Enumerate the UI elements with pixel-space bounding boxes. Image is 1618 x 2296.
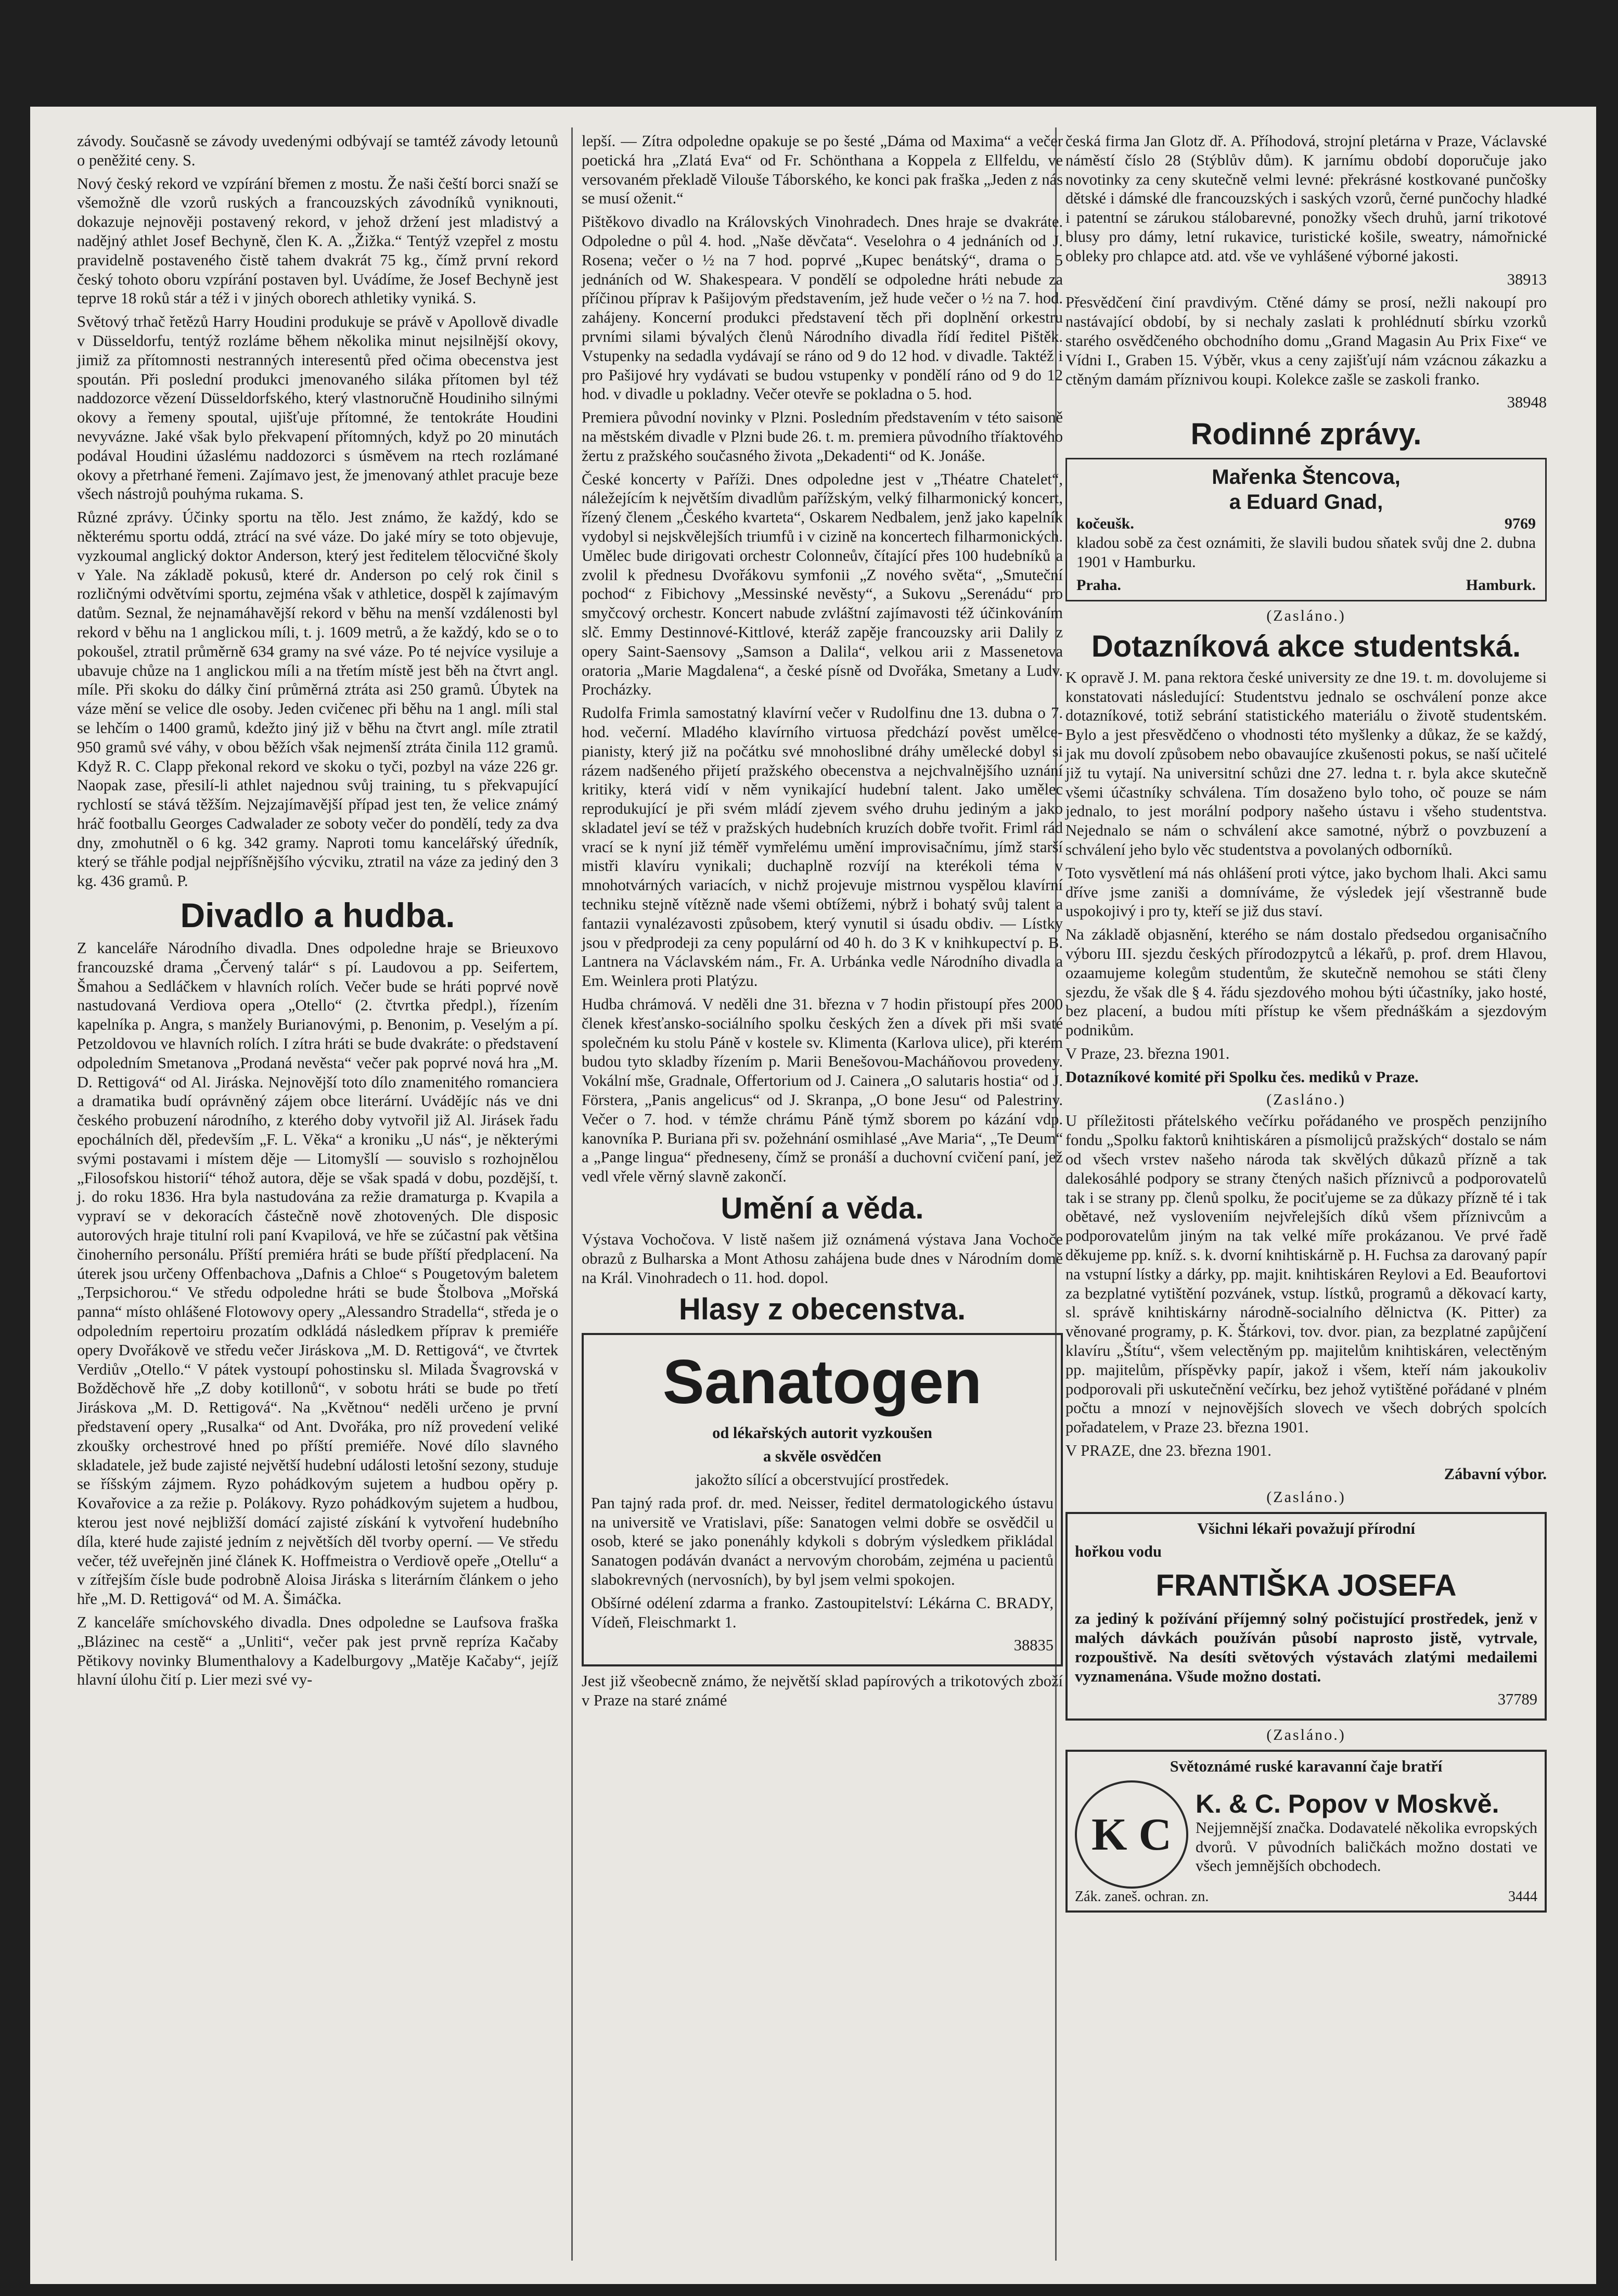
paragraph: Přesvědčení činí pravdivým. Ctěné dámy se prosí, nežli nakoupí pro nastávající období, by si nechaly zaslati k prohlédnutí sbírku vzorků starého osvědčeného obchodního domu „Grand Magasin Au Prix Fixe“ ve Vídni I., Graben 15. Výběr, vkus a ceny zajišťují nám vzácnou zákazku a ctěným damám příznivou koupi. Kolekce zašle se zaskoli franko. [1065,293,1547,388]
zaslano-label: (Zasláno.) [1266,1726,1346,1744]
paragraph: Rudolfa Frimla samostatný klavírní večer v Rudolfinu dne 13. dubna o 7. hod. večerní. Mladého klavírního virtuosa předchází pověst umělce-pianisty, který již na počátku své mnohoslibné dráhy umělecké dobyl si rázem nadšeného přijetí pražského obecenstva a nejchvalnějšího uznání kritiky, která vidí v něm vynikající hudební talent. Jako umělec reprodukující je při svém mládí zjevem svého druhu jediným a jako skladatel jeví se též v pražských hudebních kruzích dobře tvořit. Friml rád vrací se k nyní již téměř vymřelému umění improvisačnímu, jímž starší mistři klavíru vynikali; duchaplně rozvíjí na kterékoli téma v mnohotvárných variacích, v nichž projevuje mistrnou vyspělou klavírní techniku stejně vítězně nade všemi obtížemi, nýbrž i bohatý svůj talent a fantazii vynalézavosti způsobem, který vynutil si úsadu obdiv. — Lístky jsou v předprodeji za ceny populární od 40 h. do 3 K v knihkupectví p. B. Lantnera na Václavském nám., Fr. A. Urbánka vedle Národního divadla a Em. Weinlera proti Platýzu. [582,704,1063,990]
ad-text: Nejjemnější značka. Dodavatelé několika evropských dvorů. V původních baličkách možno dostati ve všech jemnějších obchodech. [1196,1818,1537,1875]
announcement-text: kladou sobě za čest oznámiti, že slavili budou sňatek svůj dne 2. dubna 1901 v Hamburku. [1076,534,1536,571]
paragraph: Pištěkovo divadlo na Královských Vinohradech. Dnes hraje se dvakráte. Odpoledne o půl 4. hod. „Naše děvčata“. Veselohra o 4 jednáních od J. Rosena; večer o ½ na 7 hod. poprvé „Kupec benátský“, drama o 5 jednáních od W. Shakespeara. V pondělí se odpoledne hráti nebude za příčinou příprav k Pašijovým představením, jež hude večer o ½ na 7. hod. zahájeny. Koncerní produkci představení těch při doplnění orkestru prvními silami bývalých členů Národního divadla řídí ředitel Pištěk. Vstupenky na sedadla vydávají se ráno od 9 do 12 hod. v divadle. Taktéž i pro Pašijové hry vydávati se budou vstupenky v pondělí ráno od 9 do 12 hod. v divadle u pokladny. Večer otevře se pokladna o 5. hod. [582,213,1063,403]
paragraph: Různé zprávy. Účinky sportu na tělo. Jest známo, že každý, kdo se některému sportu oddá, ztrácí na své váze. Do jaké míry se toto objevuje, vyzkoumal anglický doktor Anderson, který jest ředitelem tělocvičné školy v Yale. Na základě pokusů, které dr. Anderson po celý rok činil s rozličnými odvětvími sportu, zejména však v athletice, dospěl k zajímavým datům. Seznal, že nejnamáhavější rekord v běhu na menší vzdálenosti byl rekord v běhu na 1 anglickou míli, t. j. 1609 metrů, a že každý, kdo se o to pokoušel, ztratil průměrně 634 gramy na své váze. Po té nejvíce vysiluje a ubavuje chůze na 1 anglickou míli a na třetím místě jest běh na čtvrt angl. míle. Při skoku do dálky činí průměrná ztráta asi 250 gramů. Úbytek na váze mění se velice dle osoby. Jeden cvičenec při běhu na 1 angl. míli stal se lehčím o 1400 gramů, kdežto jiný již v běhu na čtvrt angl. míle ztratil 950 gramů své váhy, v obou běžích však nejmenší ztráta činila 112 gramů. Když R. C. Clapp překonal rekord ve skoku o tyči, pozbyl na váze 226 gr. Naopak zase, přesilí-li athlet najednou svůj training, tu s překvapující rychlostí se stává těžším. Nejzajímavější případ jest ten, že velice známý hráč footballu Georges Cadwalader ze soboty večer do pondělí, tedy za dva dny, zmohutněl o 6 kg. 342 gramy. Naproti tomu kancelářský úředník, který se třáhle podjal nejpříšnějšího výcviku, ztratil na váze za jediný den 3 kg. 436 gramů. P. [77,508,558,890]
paragraph: Premiera původní novinky v Plzni. Posledním představením v této saisoně na městském divadle v Plzni bude 26. t. m. premiera původního tříaktového žertu z pražského současného života „Dekadenti“ od K. Jonáše. [582,408,1063,465]
newspaper-page [30,107,1596,2284]
paragraph: Z kanceláře smíchovského divadla. Dnes odpoledne se Laufsova fraška „Blázinec na cestě“ a „Unliti“, večer pak jest prvně repríza Kačaby Pětikovy novinky Blumenthalovy a Kadelburgovy „Matěje Kačaby“, jejíž hlavní úlohu čití p. Lier mezi své vy- [77,1613,558,1689]
ad-brand: Sanatogen [662,1347,982,1417]
ad-number: 38913 [1507,270,1547,288]
ad-number: 38948 [1507,393,1547,412]
paragraph: Z kanceláře Národního divadla. Dnes odpoledne hraje se Brieuxovo francouzské drama „Červený talár“ s pí. Laudovou a pp. Seifertem, Šmahou a Sedláčkem v hlavních rolích. Večer bude se hráti poprvé nově nastudovaná Verdiova opera „Otello“ (2. čtvrtka předpl.), řízením kapelníka p. Angra, s manžely Burianovými, p. Benonim, p. Veselým a pí. Petzoldovou ve hlavních rolích. I zítra hráti se bude dvakráte: o představení odpoledním Smetanova „Prodaná nevěsta“ večer pak poprvé nová hra „M. D. Rettigová“ od Al. Jiráska. Nejnovější toto dílo znamenitého romanciera a dramatika budí oprávněný zájem obce literární. Uvádějíc nás ve dni českého probuzení národního, z kterého doby vytvořil již Al. Jirásek řadu epochálních děl, především „F. L. Věka“ a kroniku „U nás“, je některými svými postavami i místem děje — Litomyšlí — souvislo s rozhojnělou „Filosofskou historií“ téhož autora, děje se však spadá v dobu, pozdější, t. j. do roku 1836. Hra byla nastudována za režie dramaturga p. Kvapila a vypraví se v dekoracích částečně nově zhotovených. Dle disposic autorových hraje titulní roli paní Kvapilová, ve hře se zúčastní pak většina činoherního personálu. Příští premiéra hráti se bude příští předplacení. Na úterek jsou určeny Offenbachova „Dafnis a Chloe“ s Pougetovým baletem „Terpsichorou.“ Ve středu odpoledne hráti se bude Štolbova „Mořská panna“ místo ohlášené Flotowovy opery „Alessandro Stradella“, středa je o odpoledním repertoiru prozatím odkládá následkem příprav k premiéře opery Dvořákově ve středu večer Jiráskova „M. D. Rettigová“, ve čtvrtek Verdiův „Otello.“ V pátek vystoupí pohostinsku sl. Milada Švagrovská v Božděchově hře „Z doby kotillonů“, v sobotu hráti se bude po třetí Jiráskova „M. D. Rettigová“. Na „Květnou“ neděli určeno je první představení opery „Rusalka“ od Ant. Dvořáka, pro níž provedení veliké zkoušky orchestrové hned po příští premiéře. Nové dílo slavného skladatele, jež bude zajisté největší hudební události letošní sezony, studuje se říšským zájmem. Ryzo pohádkovým sujetem a hudbou opěry p. Kovařovice a za režie p. Polákovy. Ryzo pohádkovým sujetem a hudbou, kterou jest nové nejbližší domácí zajisté získání k vytvoření hudebního díla, které hude zajisté jedním z největších děl tvorby operní. — Ve středu večer, též uveřejněn jiné článek K. Hoffmeistra o Verdiově opeře „Otellu“ a v zítřejším čísle bude podrobně Aloisa Jiráska s literárním článkem o jeho hře „M. D. Rettigová“ od M. A. Šimáčka. [77,939,558,1608]
paragraph: česká firma Jan Glotz dř. A. Příhodová, strojní pletárna v Praze, Václavské náměstí číslo 28 (Stýblův dům). K jarnímu období doporučuje jako novotinky za ceny skutečně velmi levné: překrásné kostkované punčošky dětské i dámské dle francouzských i saských vzorů, černé punčochy hladké i patentní se zárukou stálobarevné, ponožky všech druhů, jarní trikotové blusy pro dámy, letní rukavice, turistické košile, sweatry, námořnické obleky pro chlapce atd. atd. vše ve vyhlášené výborné jakosti. [1065,132,1547,265]
ad-subtitle: jakožto sílící a obcerstvující prostředek. [695,1471,949,1489]
paragraph: Výstava Vochočova. V listě našem již oznámená výstava Jana Vochoče obrazů z Bulharska a Mont Athosu zahájena bude dnes v Národním domě na Král. Vinohradech o 11. hod. dopol. [582,1230,1063,1287]
kc-logo-icon: K C [1075,1780,1188,1889]
city: Praha. [1076,576,1121,594]
paragraph: Světový trhač řetězů Harry Houdini produkuje se právě v Apollově divadle v Düsseldorfu, tentýž rozláme během několika minut nejsilnější okovy, jimiž za přítomnosti nestranných interesentů před očima obecenstva jest spoután. Při poslední produkci jmenovaného siláka přítomen byl též naddozorce vězení Düsseldorfského, který vlastnoručně Houdiniho silnými okovy a řemeny spoutal, ujišťuje přítomné, že tentokráte Houdini nevyvázne. Jaké však bylo překvapení přítomných, když po 20 minutách podával Houdini úžaslému naddozorci s úsměvem na rtech rozlámané okovy a přetrhané řemeni. Zajímavo jest, že jmenovaný athlet pracuje beze všech nástrojů pouhýma rukama. S. [77,313,558,503]
section-heading: Rodinné zprávy. [1190,417,1422,452]
family-announcement [1065,458,1547,601]
zaslano-label: (Zasláno.) [1266,1488,1346,1506]
section-heading: Hlasy z obecenstva. [678,1292,966,1327]
column-left [77,132,558,1694]
popov-tea-ad [1065,1750,1547,1913]
ad-number: 3444 [1508,1889,1537,1905]
section-heading: Divadlo a hudba. [180,896,455,935]
paragraph: Hudba chrámová. V neděli dne 31. března v 7 hodin přistoupí přes 2000 členek křesťansko-sociálního spolku českých žen a dívek při mši svaté společném ku stolu Páně v kostele sv. Klimenta (Karlova ulice), při kterém budou tyto skladby řízením p. Marii Benešovou-Macháňovou provedeny. Vokální mše, Gradnale, Offertorium od J. Cainera „O salutaris hostia“ od J. Förstera, „Panis angelicus“ od J. Skranpa, „O bone Jesu“ od Palestriny. Večer o 7. hod. v témže chrámu Páně týmž sborem po kázání vdp. kanovníka P. Buriana při sv. požehnání osmihlasé „Ave Maria“, „Te Deum“ a „Pange lingua“ předneseny, čímž se pronáší a duchovní cvičení paní, jež vedl vřele věrný slavně zakončí. [582,995,1063,1186]
subtitle: kočeušk. [1076,515,1134,533]
paragraph: Toto vysvětlení má nás ohlášení proti výtce, jako bychom lhali. Akci samu dříve jsme zaniši a domníváme, že výsledek její všestranně bude uspokojivý i pro ty, kteří se již dus staví. [1065,864,1547,920]
sanatogen-ad [582,1333,1063,1666]
ad-footer: Zák. zaneš. ochran. zn. [1075,1889,1209,1905]
section-heading: Dotazníková akce studentská. [1091,629,1521,663]
city: Hamburk. [1466,576,1536,594]
ad-number: 37789 [1497,1690,1537,1709]
ad-line: Všichni lékaři považují přírodní [1197,1519,1415,1537]
ad-line: Světoznámé ruské karavanní čaje bratří [1170,1758,1443,1776]
paragraph: U příležitosti přátelského večírku pořádaného ve prospěch penzijního fondu „Spolku faktorů knihtiskáren a písmolijců pražských“ dostalo se nám od všech vrstev našeho národa tak skvělých důkazů přízně a tak dalekosáhlé podpory se strany čtených našich příznivců a podporovatelů tak i se strany pp. členů spolku, že pociťujeme se za důkazy přízně té i tak obětavé, než vysloveniím nejvřelejších díků všem příznivcům a podporovatelům jiným na tak velké míře prokázanou. Ve prvé řadě děkujeme pp. kníž. s. k. dvorní knihtiskárně p. H. Fuchsa za darovaný papír na vstupní lístky a dárky, pp. majit. knihtiskáren Reylovi a Ed. Beaufortovi za bezplatné vytištění pozvánek, vstup. lístků, programů a děkovací karty, sl. správě knihtiskárny národně-socialního dělnictva (K. Pitter) za věnované programy, p. K. Štárkovi, tov. dvor. pian, za bezplatné zapůjčení klavíru „Štítu“, všem velectěným pp. majitelům knihtiskáren, velectěným pp. majitelům, příspěvky papír, jakož i všem, kteří nám jakoukoliv podporovali při uskutečnění večírku, bez jehož vytištěné pořádané v plném počtu a mnozí v nejnovějších slovech ve všech dobrých spolcích pořadatelem, v Praze 23. března 1901. [1065,1112,1547,1436]
ad-number: 38835 [1013,1636,1054,1654]
ad-text: za jediný k požívání příjemný solný počistující prostředek, jenž v malých dávkách používán působí naprosto jistě, vytrvale, rozpouštivě. Na desíti světových výstavách zlatými medailemi vyznamenána. Všude možno dostati. [1075,1610,1537,1685]
name: Mařenka Štencova, [1212,466,1401,489]
ad-brand: FRANTIŠKA JOSEFA [1155,1569,1457,1603]
section-heading: Umění a věda. [721,1191,924,1226]
ad-subtitle: od lékařských autorit vyzkoušen [712,1424,932,1442]
column-rule [571,127,573,2261]
ad-footer: Obšírné odélení zdarma a franko. Zastoupitelství: Lékárna C. BRADY, Vídeň, Fleischmarkt 1. [591,1594,1054,1631]
paragraph: K opravě J. M. pana rektora české university ze dne 19. t. m. dovolujeme si konstatovati následující: Studentstvu jednalo se oschválení ponze akce dotazníkové, totiž sebrání statistického materiálu o životě studentském. Bylo a jest přesvědčeno o vhodnosti této myšlenky a důkaz, že se každý, jak mu dovolí způsobem nebo obavaujíce zkušenosti pokus, se naší učitelé již tu vytají. Na universitní schůzi dne 27. ledna t. r. byla akce skutečně všemi účastníky schválena. Tím dosaženo bylo toho, oč pouze se nám jednalo, to jest morální podpory našeho ústavu i všeho studentstva. Nejednalo se nám o schválení akce samotné, nýbrž o povzbuzení a schválení jeho bylo věc studentstva a povolaných odborníků. [1065,668,1547,858]
ad-line: hořkou vodu [1075,1543,1162,1561]
number: 9769 [1505,515,1536,533]
ad-subtitle: a skvěle osvědčen [763,1447,882,1466]
name: a Eduard Gnad, [1229,491,1383,514]
zaslano-label: (Zasláno.) [1266,1091,1346,1109]
paragraph: V PRAZE, dne 23. března 1901. [1065,1442,1272,1460]
signature: Zábavní výbor. [1444,1465,1547,1483]
paragraph: Jest již všeobecně známo, že největší sklad papírových a trikotových zboží v Praze na staré známé [582,1672,1063,1709]
paragraph: České koncerty v Paříži. Dnes odpoledne jest v „Théatre Chatelet“, náležejícím k největším divadlům pařížským, velký filharmonický koncert, řízený členem „Českého kvarteta“, Oskarem Nedbalem, jenž jako kapelník vydobyl si nejskvělejších triumfů i v cizině na koncertech filharmonických. Umělec bude dirigovati orchestr Colonneův, čítající přes 100 hudebníků a zvolil k přednesu Dvořákovu symfonii „Z nového světa“, „Smuteční pochod“ z Fibichovy „Messinské nevěsty“, a Sukovu „Serenádu“ pro smyčcový orchestr. Koncert nabude zvláštní zajímavosti též účinkováním slč. Emmy Destinnové-Kittlové, kteráž zapěje francouzsky arii Dalily z opery Saint-Saensovy „Samson a Dalila“, velkou arii z Massenetova oratoria „Marie Magdalena“, a české písně od Dvořáka, Smetany a Ludv. Procházky. [582,470,1063,699]
paragraph: lepší. — Zítra odpoledne opakuje se po šesté „Dáma od Maxima“ a večer poetická hra „Zlatá Eva“ od Fr. Schönthana a Koppela z Ellfeldu, ve versovaném překladě Vilouše Táborského, ke konci pak fraška „Jeden z nás se musí oženit.“ [582,132,1063,208]
ad-text: Pan tajný rada prof. dr. med. Neisser, ředitel dermatologického ústavu na universitě ve Vratislavi, píše: Sanatogen velmi dobře se osvědčil u osob, které se jako ponenáhly kdykoli s dobrým výsledkem přikládal Sanatogen podáván dvanáct a nervovým chorobám, zejména u pacientů slabokrevných (nervosních), by byl jsem velmi spokojen. [591,1494,1054,1588]
column-middle [582,132,1063,1714]
paragraph: závody. Současně se závody uvedenými odbývají se tamtéž závody letounů o peněžité ceny. S. [77,132,558,169]
signature: Dotazníkové komité při Spolku čes. mediků v Praze. [1065,1068,1419,1086]
paragraph: Nový český rekord ve vzpírání břemen z mostu. Že naši čeští borci snaží se všemožně dle vzorů ruských a francouzských závodníků vyniknouti, dokazuje nejnověji postavený rekord, v jehož držení jest mladistvý a nadějný athlet Josef Bechyně, člen K. A. „Žižka.“ Tentýž vzepřel z mostu pravidelně postaveného čistě tahem dvakrát 75 kg., čímž první rekord český tohoto oboru vzpírání postaven byl. Uvádíme, že Josef Bechyně jest teprve 18 roků stár a též i v jiných oborech athletiky vyniká. S. [77,174,558,307]
paragraph: V Praze, 23. března 1901. [1065,1044,1230,1062]
column-right [1065,132,1547,1918]
zaslano-label: (Zasláno.) [1266,607,1346,624]
paragraph: Na základě objasnění, kterého se nám dostalo předsedou organisačního výboru III. sjezdu českých přírodozpytců a lékařů, p. prof. drem Hlavou, ozaamujeme kolegům studentům, že skutečně nemohou se státi členy sjezdu, že však dle § 4. řádu sjezdového mohou býti účastníky, jako hosté, bez placení, a budou míti přístup ke všem přednáškám a sjezdovým podnikům. [1065,926,1547,1040]
frantiska-josefa-ad [1065,1512,1547,1721]
ad-brand: K. & C. Popov v Moskvě. [1196,1789,1499,1818]
